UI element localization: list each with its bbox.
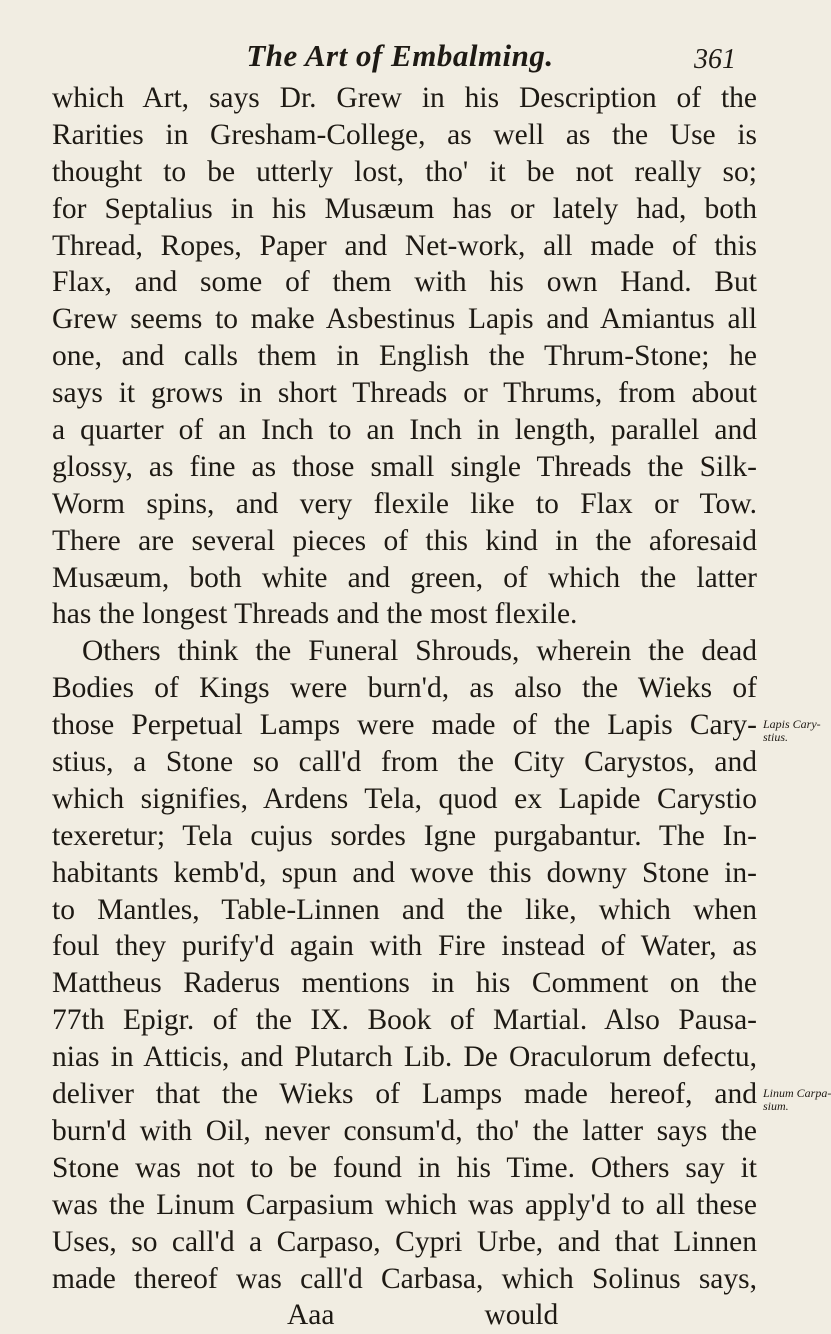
text-line: foul they purify'd again with Fire instead of Water, as [52, 930, 757, 963]
margin-note-line: stius. [763, 730, 789, 744]
margin-note [763, 718, 821, 744]
text-line: Flax, and some of them with his own Hand. But [52, 266, 757, 299]
text-line: deliver that the Wieks of Lamps made hereof, and [52, 1078, 757, 1111]
text-line: Bodies of Kings were burn'd, as also the Wieks of [52, 672, 757, 705]
text-line: Worm spins, and very flexile like to Flax or Tow. [52, 487, 757, 520]
text-line: thought to be utterly lost, tho' it be not really so; [52, 155, 757, 188]
text-line: Mattheus Raderus mentions in his Comment on the [52, 967, 757, 1000]
text-line: texeretur; Tela cujus sordes Igne purgabantur. The In- [52, 819, 757, 852]
text-line: habitants kemb'd, spun and wove this downy Stone in- [52, 856, 757, 889]
text-line: was the Linum Carpasium which was apply'd to all these [52, 1188, 757, 1221]
margin-note-line: Lapis Cary- [763, 717, 821, 731]
text-line: to Mantles, Table-Linnen and the like, which when [52, 893, 757, 926]
text-line: stius, a Stone so call'd from the City Carystos, and [52, 746, 757, 779]
text-line: 77th Epigr. of the IX. Book of Martial. Also Pausa- [52, 1004, 757, 1037]
text-line: Thread, Ropes, Paper and Net-work, all made of this [52, 229, 757, 262]
text-line: which Art, says Dr. Grew in his Description of the [52, 82, 757, 114]
running-title: The Art of Embalming. [246, 38, 554, 73]
text-line: Stone was not to be found in his Time. Others say it [52, 1151, 757, 1184]
body-text [52, 80, 757, 1334]
text-line: Musæum, both white and green, of which the latter [52, 561, 757, 594]
text-line: Grew seems to make Asbestinus Lapis and Amiantus all [52, 303, 757, 336]
signature-mark: Aaa [287, 1299, 335, 1332]
text-line: burn'd with Oil, never consum'd, tho' the latter says the [52, 1114, 757, 1147]
text-line: those Perpetual Lamps were made of the Lapis Cary- [52, 709, 757, 742]
text-line: Uses, so call'd a Carpaso, Cypri Urbe, and that Linnen [52, 1225, 757, 1258]
catchline [52, 1297, 757, 1334]
text-line: which signifies, Ardens Tela, quod ex Lapide Carystio [52, 782, 757, 815]
margin-notes [760, 0, 831, 1183]
page-number: 361 [694, 44, 736, 75]
running-head [0, 38, 800, 78]
margin-note-line: Linum Carpa- [763, 1086, 831, 1100]
text-line: says it grows in short Threads or Thrums, from about [52, 377, 757, 410]
text-line: There are several pieces of this kind in the aforesaid [52, 524, 757, 557]
text-line: Rarities in Gresham-College, as well as the Use is [52, 118, 757, 151]
text-line: glossy, as fine as those small single Threads the Silk- [52, 450, 757, 483]
margin-note [763, 1087, 831, 1113]
text-line: a quarter of an Inch to an Inch in length, parallel and [52, 414, 757, 447]
text-line: nias in Atticis, and Plutarch Lib. De Oraculorum defectu, [52, 1041, 757, 1074]
margin-note-line: sium. [763, 1099, 789, 1113]
text-line: one, and calls them in English the Thrum-Stone; he [52, 340, 757, 373]
text-line: for Septalius in his Musæum has or lately had, both [52, 192, 757, 225]
catchword: would [484, 1299, 559, 1332]
text-line: made thereof was call'd Carbasa, which Solinus says, [52, 1262, 757, 1295]
text-line: has the longest Threads and the most flexile. [52, 598, 578, 631]
text-line: Others think the Funeral Shrouds, wherein the dead [82, 635, 757, 668]
